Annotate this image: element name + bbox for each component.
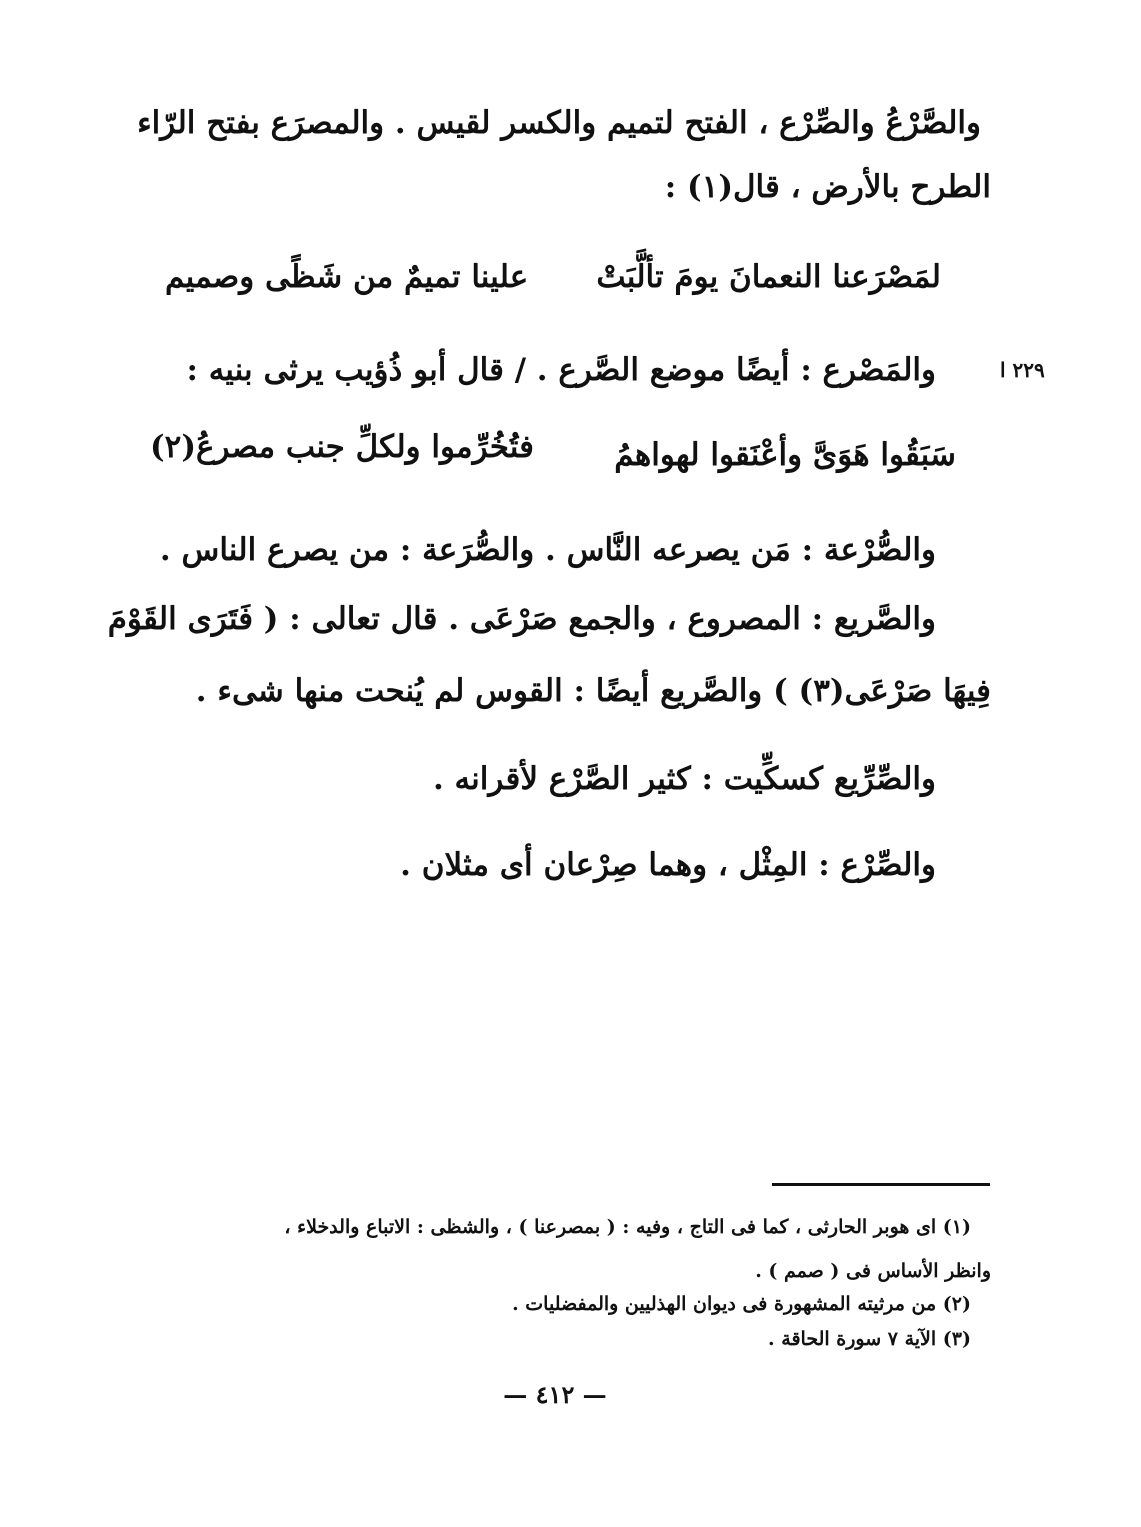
manuscript-folio-note: ٢٢٩ ا	[1000, 358, 1045, 382]
body-line-3: والمَصْرع : أيضًا موضع الصَّرع . / قال أبو ذُؤيب يرثى بنيه :	[186, 352, 936, 388]
page-number: — ٤١٢ —	[503, 1380, 607, 1409]
verse-1-second-hemistich: علينا تميمٌ من شَظًى وصميم	[165, 259, 529, 295]
verse-1-first-hemistich: لمَصْرَعنا النعمانَ يومَ تألَّبَتْ	[596, 259, 941, 295]
body-line-6: فِيهَا صَرْعَى(٣) ) والصَّريع أيضًا : القوس لم يُنحت منها شىء .	[195, 673, 991, 709]
body-line-7: والصِّرِّيع كسكِّيت : كثير الصَّرْع لأقرانه .	[432, 761, 936, 797]
body-line-4: والصُّرْعة : مَن يصرعه النَّاس . والصُّرَعة : من يصرع الناس .	[159, 532, 936, 568]
verse-2-first-hemistich: سَبَقُوا هَوَىَّ وأعْنَقوا لهواهمُ	[614, 437, 956, 473]
verse-2-second-hemistich: فتُخُرِّموا ولكلِّ جنب مصرعُ(٢)	[150, 429, 534, 465]
footnote-3: (٣) الآية ٧ سورة الحاقة .	[768, 1328, 971, 1350]
footnote-separator	[772, 1183, 990, 1186]
footnote-1-line-2: وانظر الأساس فى ( صمم ) .	[755, 1260, 991, 1282]
body-line-5: والصَّريع : المصروع ، والجمع صَرْعَى . قال تعالى : ( فَتَرَى القَوْمَ	[107, 601, 936, 637]
footnote-2: (٢) من مرثيته المشهورة فى ديوان الهذليين والمفضليات .	[512, 1293, 971, 1315]
body-line-1: والصَّرْعُ والصِّرْع ، الفتح لتميم والكسر لقيس . والمصرَع بفتح الرّاء	[137, 105, 981, 141]
footnote-1-line-1: (١) اى هوبر الحارثى ، كما فى التاج ، وفيه : ( بمصرعنا ) ، والشظى : الاتباع والدخلاء ،	[284, 1216, 971, 1238]
body-line-2: الطرح بالأرض ، قال(١) :	[664, 169, 991, 205]
body-line-8: والصِّرْع : المِثْل ، وهما صِرْعان أى مثلان .	[400, 847, 936, 883]
